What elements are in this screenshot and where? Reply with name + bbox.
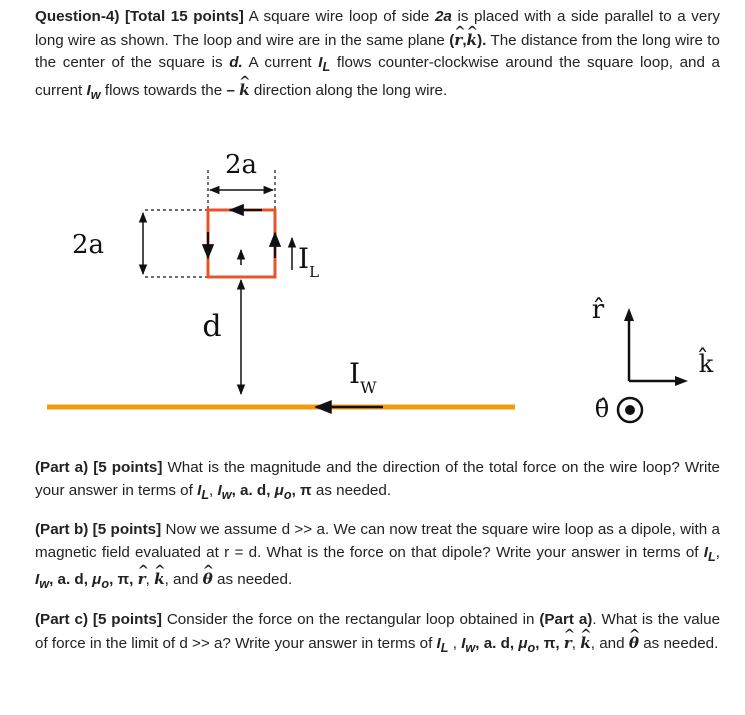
part-a-mu: μ <box>274 481 284 499</box>
theta-hat-label: θ̂ <box>594 395 610 423</box>
part-a-label: (Part a) [5 points] <box>35 459 163 476</box>
part-b-Iw: I <box>35 571 40 589</box>
part-c-mu: μ <box>518 634 528 652</box>
part-c-text <box>35 609 720 659</box>
question-sentence-1: A square wire loop of side <box>248 8 430 25</box>
side-length: 2a <box>434 8 452 25</box>
question-sentence-6: flows towards the <box>104 81 223 99</box>
part-c-and: , and <box>590 634 625 652</box>
k-hat-label: k̂ <box>698 350 714 378</box>
part-b-and: , and <box>164 571 199 589</box>
part-c-k-hat: ^ k <box>580 632 591 655</box>
k-direction-symbol: ^ k <box>239 79 250 102</box>
loop-current-symbol: I <box>318 54 323 72</box>
part-c-Iw: I <box>461 634 466 652</box>
out-of-page-dot-icon <box>625 405 635 415</box>
distance-symbol: d. <box>229 54 243 72</box>
r-hat-label: r̂ <box>591 295 605 325</box>
k-axis-arrowhead <box>675 376 688 386</box>
question-text <box>35 6 720 106</box>
r-axis-arrowhead <box>624 308 634 321</box>
part-a-vars: , a. d, <box>231 481 271 499</box>
wire-current-label <box>349 357 377 397</box>
part-b-mu-sub: o <box>101 577 110 592</box>
part-a-comma: , <box>209 481 214 499</box>
square-loop <box>208 210 275 277</box>
part-a-Iw-sub: w <box>221 487 232 502</box>
part-c-pi: , π, <box>535 634 560 652</box>
part-c-question-1: Consider the force on the rectangular loop obtained in <box>166 611 535 628</box>
plane-open: ( <box>449 31 455 49</box>
part-c-IL-sub: L <box>440 640 449 655</box>
plane-sep: , <box>462 31 467 49</box>
loop-current-subscript: L <box>309 263 320 281</box>
part-b-text <box>35 519 720 596</box>
question-label: Question-4) [Total 15 points] <box>35 8 244 25</box>
part-a-IL-sub: L <box>201 487 210 502</box>
plane-close: ). <box>477 31 487 49</box>
loop-and-wire-diagram <box>0 140 745 450</box>
loop-current-sub: L <box>322 60 331 75</box>
loop-current-letter: I <box>298 242 310 275</box>
part-c-question-2: . What is the value of force in the limit of d >> a? Write your answer in terms of <box>35 611 721 652</box>
part-a-text <box>35 457 720 506</box>
part-b-label: (Part b) [5 points] <box>35 521 162 538</box>
part-c-mu-sub: o <box>527 640 536 655</box>
r-hat-symbol: ^ r <box>454 29 462 52</box>
wire-current-symbol: I <box>86 81 91 99</box>
part-b-comma: , <box>715 543 720 561</box>
loop-current-label <box>298 242 319 281</box>
question-sentence-2: is placed with a side parallel to a very long wire as shown. The loop and wire are in the same plane <box>35 8 720 49</box>
part-a-IL: I <box>197 481 202 499</box>
part-a-question: What is the magnitude and the direction of the total force on the wire loop? Write your answer in terms of <box>35 459 720 499</box>
part-a-mu-sub: o <box>283 487 292 502</box>
wire-current-letter: I <box>349 357 361 390</box>
part-c-Iw-sub: w <box>465 640 476 655</box>
question-sentence-3: The distance from the long wire to the center of the square is <box>35 31 720 72</box>
part-c-vars: , a. d, <box>475 634 515 652</box>
part-b-theta-hat: ^ θ <box>203 568 213 591</box>
left-dimension-label: 2a <box>71 230 105 260</box>
distance-label: d <box>202 309 222 344</box>
top-dimension-label: 2a <box>224 150 258 180</box>
part-b-vars: , a. d, <box>49 571 88 589</box>
part-b-pi: , π, <box>109 571 134 589</box>
part-c-theta-hat: ^ θ <box>629 632 639 655</box>
part-b-k-hat: ^ k <box>154 568 165 591</box>
wire-current-subscript: W <box>360 378 377 397</box>
question-sentence-4: A current <box>248 54 312 72</box>
part-c-label: (Part c) [5 points] <box>35 611 162 628</box>
part-c-IL: I <box>436 634 441 652</box>
part-b-IL: I <box>703 543 709 561</box>
part-b-Iw-sub: w <box>39 577 50 592</box>
part-a-pi: , π <box>291 481 312 499</box>
part-b-tail: as needed. <box>217 571 293 589</box>
part-b-IL-sub: L <box>708 549 716 564</box>
question-sentence-5: flows counter-clockwise around the square loop, and a current <box>35 54 720 99</box>
part-c-tail: as needed. <box>643 634 719 652</box>
wire-current-sub: w <box>90 87 101 102</box>
part-c-r-hat: ^ r <box>564 632 572 655</box>
part-b-comma-2: , <box>145 571 150 589</box>
part-c-ref: (Part a) <box>539 611 593 628</box>
part-a-tail: as needed. <box>315 481 392 499</box>
part-c-comma-2: , <box>571 634 577 652</box>
k-hat-symbol: ^ k <box>467 29 478 52</box>
part-b-mu: μ <box>92 571 102 589</box>
negative-sign: – <box>226 81 235 99</box>
part-c-comma: , <box>448 634 457 652</box>
part-b-r-hat: ^ r <box>138 568 146 591</box>
question-sentence-7: direction along the long wire. <box>253 81 448 99</box>
part-b-question: Now we assume d >> a. We can now treat the square wire loop as a dipole, with a magnetic field evaluated at r = d. What is the force on that dipole? Write your answer in terms of <box>35 521 720 561</box>
part-a-Iw: I <box>217 481 222 499</box>
